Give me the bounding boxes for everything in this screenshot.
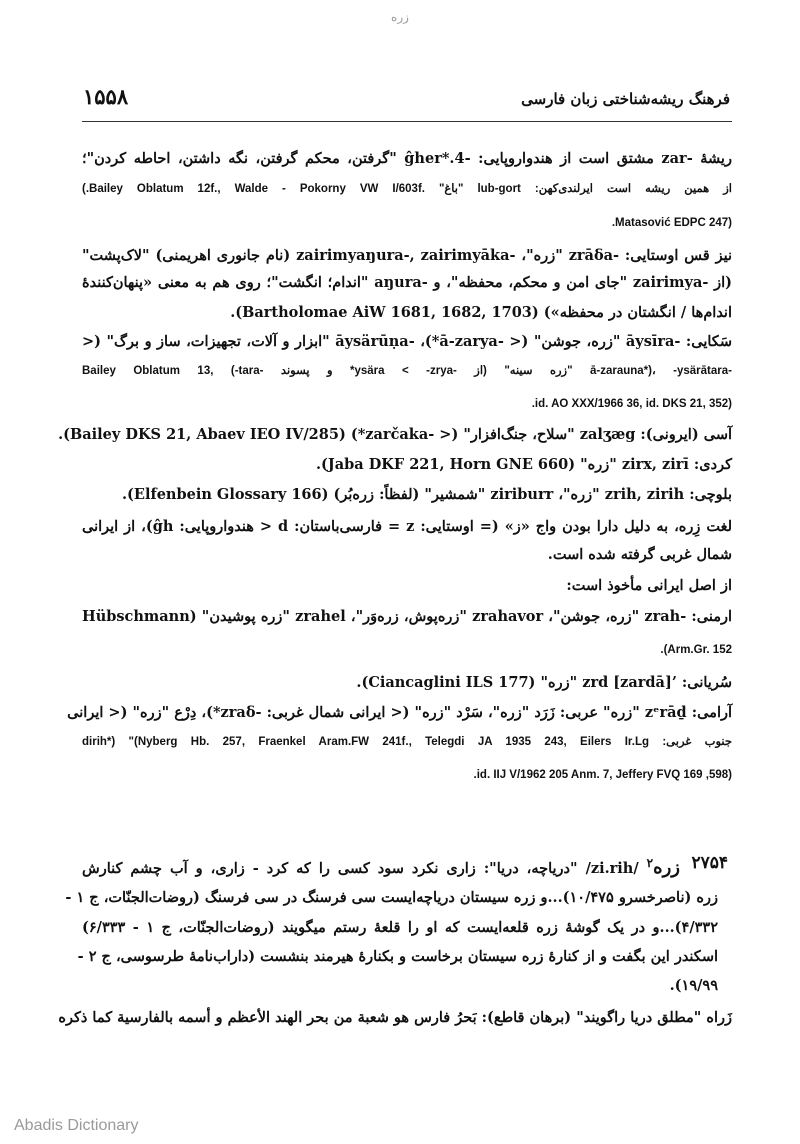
- watermark: Abadis Dictionary: [14, 1117, 139, 1134]
- text-line: آرامی: zᵉrāḏ "زره" عربی: زَرَد "زره"، سَرْد "زره" (< ایرانی شمال غربی: -zraδ*)، دِرْع "زره" (< ایرانی: [67, 704, 732, 721]
- text-line: نیز قس اوستایی: -zrāδa "زره"، -zairimyaŋura-, zairimyāka (نام جانوری اهریمنی) "لاک‌پشت": [82, 247, 732, 264]
- running-head: زره: [391, 10, 409, 24]
- text-line: از همین ریشه است ایرلندی‌کهن: lub-gort "باغ" .Bailey Oblatum 12f., Walde - Pokorny VW I/603f.): [82, 183, 732, 195]
- text-line: (Matasović EDPC 247.: [611, 217, 732, 229]
- text-line: ۴/۳۳۲)...و در یک گوشهٔ زره قلعه‌ایست که او را قلعهٔ رستم میگویند (روضات‌الجنّات، ج ۱ - ۶/۳۳۳): [82, 919, 718, 936]
- text-line: لغت زِره، به دلیل دارا بودن واج «ز» (= اوستایی: z = فارسی‌باستان: d < هندواروپایی: ĝh)، از ایرانی: [82, 518, 733, 535]
- text-line: سَکایی: -āysīra "زره، جوشن" (< -ā-zarya*)، -āysärūṇa "ابزار و آلات، تجهیزات، ساز و برگ" (<: [82, 333, 732, 350]
- page-number: ۱۵۵۸: [83, 84, 129, 109]
- text-line: شمال غربی گرفته شده است.: [547, 546, 732, 563]
- entry-number: ۲۷۵۴: [691, 853, 728, 873]
- entry-superscript: ۲: [646, 856, 654, 870]
- book-title: فرهنگ ریشه‌شناختی زبان فارسی: [521, 90, 730, 108]
- text-line: سُریانی: ’zrd [zardā] "زره" (Ciancaglini ILS 177).: [356, 674, 732, 691]
- text-line: (از -zairimya "جای امن و محکم، محفظه"، و -aŋura "اندام؛ انگشت"؛ روی هم به معنی «پنهان‌کنندهٔ: [82, 274, 732, 291]
- text-line: اندام‌ها / انگشتان در محفظه») (Bartholomae AiW 1681, 1682, 1703).: [230, 304, 732, 321]
- text-line: (id. AO XXX/1966 36, id. DKS 21, 352.: [531, 398, 732, 410]
- text-line: بلوچی: zrih, zirih "زره"، ziriburr "شمشیر" (لفظاً: زره‌بُر) (Elfenbein Glossary 166).: [121, 486, 732, 503]
- text-line: جنوب غربی: dirih*) "(Nyberg Hb. 257, Fraenkel Aram.FW 241f., Telegdi JA 1935 243, Eilers Ir.Lg: [82, 736, 732, 748]
- text-line: زَراه "مطلق دریا راگویند" (برهان قاطع): بَحرُ فارس هو شعبة من بحر الهند الأعظم و أسمه بالفارسية كما ذكره: [58, 1009, 732, 1026]
- text-line: ۱۹/۹۹).: [669, 977, 718, 994]
- entry-definition: "دریاچه، دریا": زاری نکرد سود کسی را که کرد - زاری، و آب چشم کنارش: [82, 859, 578, 877]
- text-line: از اصل ایرانی مأخوذ است:: [566, 577, 732, 594]
- text-line: کردی: zirx, zirī "زره" (Jaba DKF 221, Horn GNE 660).: [315, 456, 732, 473]
- text-line: اسکندر این بگفت و از کنارهٔ زره سیستان برخاست و بکنارهٔ هیرمند بنشست (داراب‌نامهٔ طرسوسی، ج ۲ -: [77, 948, 718, 965]
- text-line: Arm.Gr. 152).: [660, 644, 732, 656]
- entry-headword: زره: [653, 856, 680, 878]
- text-line: آسی (ایرونی): zalӡæg "سلاح، جنگ‌افزار" (< -zarčaka*) (Bailey DKS 21, Abaev IEO IV/285).: [58, 426, 732, 443]
- text-line: ریشهٔ -zar مشتق است از هندواروپایی: -ĝher*.4 "گرفتن، محکم گرفتن، نگه داشتن، احاطه کردن"؛: [82, 150, 732, 167]
- text-line: (598, id. IIJ V/1962 205 Anm. 7, Jeffery FVQ 169.: [473, 769, 732, 781]
- text-line: ارمنی: -zrah "زره، جوشن"، zrahavor "زره‌پوش، زره‌وَر"، zrahel "زره پوشیدن" (Hübschmann: [82, 608, 732, 625]
- entry-pronunciation: /zi.rih/: [585, 859, 639, 877]
- text-line: زره (ناصرخسرو ۱۰/۴۷۵)...و زره سیستان دریاچه‌ایست سی فرسنگ در سی فرسنگ (روضات‌الجنّات، ج ۱ -: [65, 889, 718, 906]
- entry-heading: [82, 850, 680, 882]
- text-line: -ā-zarauna*)، -ysärātara "زره سینه" (از -ysära < -zrya* و پسوند -tara-) ,Bailey Oblatum 13: [82, 365, 732, 377]
